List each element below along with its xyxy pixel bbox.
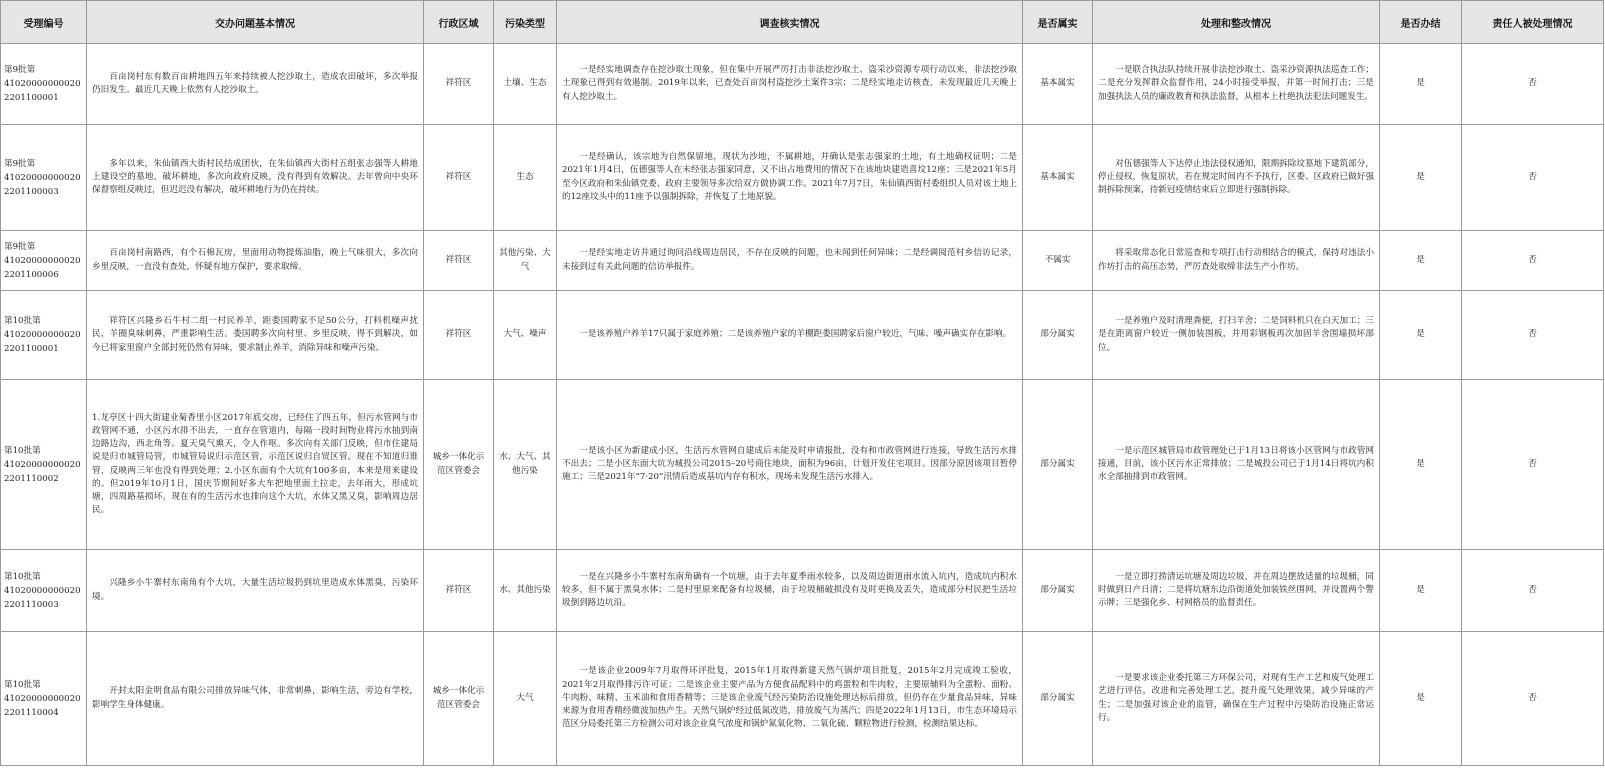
case-desc-cell <box>87 125 424 231</box>
case-id-cell <box>1 44 87 125</box>
case-batch: 第10批第 <box>4 445 41 456</box>
case-done: 是 <box>1380 550 1462 632</box>
header-done: 是否办结 <box>1380 1 1462 44</box>
case-desc-cell <box>87 231 424 291</box>
case-survey: 一是经确认，该宗地为自然保留地，现状为沙地，不属耕地，并确认是张志强家的土地，有土地确权证明；二是2021年1月4日，伍德强等人在未经张志强家同意，又不出占地费用的情况下在该地块建造喜坟12座；三是2021年5月至今区政府和朱仙镇党委、政府主要领导多次给双方做协调工作。2021年7月7日，朱仙镇西街村委组织人员对该土地上的12座坟头中的11座予以强制拆除，并恢复了土地原貌。 <box>562 152 1017 202</box>
case-true: 不属实 <box>1023 231 1093 291</box>
case-handle: 一是示范区城管局市政管理处已于1月13日将该小区管网与市政管网接通，目前，该小区污水正常排放；二是城投公司已于1月14日将坑内积水全部抽排到市政管网。 <box>1098 445 1374 483</box>
case-handle: 一是养殖户及时清理粪便，打扫羊舍；二是饲料机只在白天加工；三是在距离窗户较近一侧加装围板，并用彩钢板再次加固羊舍围墙损坏部位。 <box>1098 316 1374 353</box>
case-type: 水、其他污染 <box>494 550 557 632</box>
case-survey-cell <box>557 291 1023 380</box>
case-desc-cell <box>87 291 424 380</box>
case-id-cell <box>1 632 87 766</box>
case-handle: 将采取常态化日常巡查和专项打击行动相结合的模式，保持对违法小作坊打击的高压态势，严厉查处取缔非法生产小作坊。 <box>1098 248 1374 272</box>
case-desc: 百亩岗村南路西，有个石棉瓦房，里面用动物提炼油脂，晚上气味很大，多次向乡里反映，一直没有查处，怀疑有地方保护，要求取缔。 <box>92 248 418 272</box>
case-type: 大气 <box>494 632 557 766</box>
case-type: 大气、噪声 <box>494 291 557 380</box>
case-desc-cell <box>87 380 424 550</box>
case-desc: 祥符区兴隆乡石牛村二组一村民养羊，距娄国聘家不足50公分，打料机噪声扰民，羊圈臭味刺鼻，严重影响生活。娄国聘多次向村里、乡里反映，得不到解决，如今已将家里窗户全部封死仍然有异味，要求制止养羊，消除异味和噪声污染。 <box>92 316 418 353</box>
case-survey: 一是经实地调查存在挖沙取土现象，但在集中开展严厉打击非法挖沙取土、盗采沙资源专项行动以来，非法挖沙取土现象已得到有效遏制。2019年以来，已查处百亩岗村盗挖沙土案件3宗；二是经实地走访核查，未发现最近几天晚上有人挖沙取土。 <box>562 65 1017 102</box>
case-area: 城乡一体化示范区管委会 <box>424 380 494 550</box>
case-survey: 一是该企业2009年7月取得环评批复，2015年1月取得新建天然气锅炉项目批复，2015年2月完成竣工验收，2021年2月取得排污许可证；二是该企业主要产品为方便食品配料中的鸡蛋粒和牛肉粒，主要原辅料为全蛋粉、面粉、牛肉粉、味精、玉米油和食用香精等；三是该企业废气经污染防治设施处理达标后排放，但仍存在少量食品异味，异味来源为食用香精经微波加热产生。天然气锅炉经过低氮改造，排放废气为蒸汽；四是2022年1月13日，市生态环境局示范区分局委托第三方检测公司对该企业臭气浓度和锅炉氮氧化物、二氧化硫、颗粒物进行检测，检测结果达标。 <box>562 666 1017 730</box>
table-row <box>1 125 1604 231</box>
case-handle-cell <box>1093 231 1380 291</box>
case-area: 祥符区 <box>424 291 494 380</box>
case-code-1: 41020000000020 <box>4 255 81 266</box>
case-handle-cell <box>1093 291 1380 380</box>
case-desc: 百亩岗村东有数百亩耕地四五年来持续被人挖沙取土，造成农田破坏，多次举报仍旧发生。最近几天晚上依然有人挖沙取土。 <box>92 71 418 95</box>
case-resp: 否 <box>1462 44 1604 125</box>
case-batch: 第9批第 <box>4 241 36 252</box>
case-survey: 一是该小区为新建成小区，生活污水管网自建成后未能及时申请报批，没有和市政管网进行连接，导致生活污水排不出去；二是小区东面大坑为城投公司2015–20号商住地块，面积为96亩，计划开发住宅项目。因部分原因该项目暂停施工；三是2021年“7·20”汛情后造成基坑内存有积水，现场未发现生活污水排入。 <box>562 445 1017 483</box>
case-code-2: 2201100001 <box>4 93 59 103</box>
case-survey-cell <box>557 125 1023 231</box>
case-done: 是 <box>1380 125 1462 231</box>
case-code-2: 2201110002 <box>4 473 59 484</box>
case-resp: 否 <box>1462 125 1604 231</box>
case-done: 是 <box>1380 632 1462 766</box>
case-resp: 否 <box>1462 550 1604 632</box>
case-handle: 一是立即打捞清运坑塘及周边垃圾，并在周边摆放适量的垃圾桶，同时做到日产日清；二是将坑塘东边沿街道处加装铁丝围网，并设置两个警示牌；三是强化乡、村网格员的监督责任。 <box>1098 571 1374 609</box>
case-id-cell <box>1 550 87 632</box>
case-batch: 第9批第 <box>4 158 36 169</box>
table-row <box>1 291 1604 380</box>
table-row <box>1 44 1604 125</box>
header-type: 污染类型 <box>494 1 557 44</box>
header-desc: 交办问题基本情况 <box>87 1 424 44</box>
table-row <box>1 550 1604 632</box>
header-id: 受理编号 <box>1 1 87 44</box>
case-survey-cell <box>557 632 1023 766</box>
case-done: 是 <box>1380 44 1462 125</box>
case-code-2: 2201100006 <box>4 269 59 280</box>
case-id-cell <box>1 125 87 231</box>
case-batch: 第10批第 <box>4 679 41 690</box>
case-done: 是 <box>1380 380 1462 550</box>
case-resp: 否 <box>1462 231 1604 291</box>
case-code-2: 2201100003 <box>4 186 59 197</box>
case-true: 部分属实 <box>1023 550 1093 632</box>
case-type: 水、大气、其他污染 <box>494 380 557 550</box>
case-handle-cell <box>1093 44 1380 125</box>
case-code-1: 41020000000020 <box>4 172 81 183</box>
case-survey: 一是经实地走访并通过询问沿线周边居民，不存在反映的问题，也未闻到任何异味；二是经调阅范村乡信访记录，未接到过有关此问题的信访举报件。 <box>562 248 1017 272</box>
case-survey-cell <box>557 380 1023 550</box>
case-true: 基本属实 <box>1023 44 1093 125</box>
case-batch: 第10批第 <box>4 571 41 582</box>
case-id-cell <box>1 380 87 550</box>
case-true: 部分属实 <box>1023 291 1093 380</box>
case-resp: 否 <box>1462 632 1604 766</box>
case-desc-cell <box>87 44 424 125</box>
case-code-2: 2201100001 <box>4 344 59 354</box>
case-type: 土壤、生态 <box>494 44 557 125</box>
table-row <box>1 380 1604 550</box>
case-batch: 第9批第 <box>4 65 36 75</box>
case-survey-cell <box>557 550 1023 632</box>
header-true: 是否属实 <box>1023 1 1093 44</box>
case-code-2: 2201110004 <box>4 707 59 718</box>
case-handle-cell <box>1093 380 1380 550</box>
case-resp: 否 <box>1462 291 1604 380</box>
case-resp: 否 <box>1462 380 1604 550</box>
case-area: 祥符区 <box>424 125 494 231</box>
case-type: 其他污染、大气 <box>494 231 557 291</box>
case-true: 基本属实 <box>1023 125 1093 231</box>
table-row <box>1 632 1604 766</box>
case-handle: 对伍德强等人下达停止违法侵权通知，限期拆除坟墓地下建筑部分，停止侵权，恢复原状，若在规定时间内不予执行，区委、区政府已做好强制拆除预案，待新冠疫情结束后立即进行强制拆除。 <box>1098 158 1374 196</box>
table-header-row <box>1 1 1604 44</box>
case-desc-cell <box>87 632 424 766</box>
case-code-2: 2201110003 <box>4 599 59 610</box>
case-handle: 一是联合执法队持续开展非法挖沙取土、盗采沙资源执法巡查工作；二是充分发挥群众监督作用，24小时接受举报，并第一时间打击；三是加强执法人员的廉政教育和执法监督，从根本上杜绝执法犯法问题发生。 <box>1098 65 1374 102</box>
case-handle: 一是要求该企业委托第三方环保公司，对现有生产工艺和废气处理工艺进行评估，改进和完善处理工艺，提升废气处理效果，减少异味的产生；二是加强对该企业的监管，确保在生产过程中污染防治设施正常运行。 <box>1098 673 1374 723</box>
case-id-cell <box>1 231 87 291</box>
case-desc: 开封太阳金明食品有限公司排放异味气体，非常刺鼻，影响生活，旁边有学校，影响学生身体健康。 <box>92 686 418 710</box>
case-area: 祥符区 <box>424 550 494 632</box>
table-row <box>1 231 1604 291</box>
case-id-cell <box>1 291 87 380</box>
case-desc: 多年以来，朱仙镇西大街村民结成团伙，在朱仙镇西大街村五组张志强等人耕地上建设空的墓地，破坏耕地，多次向政府反映，没有得到有效解决。去年曾向中央环保督察组反映过，但迟迟没有解决，破坏耕地行为仍在持续。 <box>92 158 418 196</box>
case-handle-cell <box>1093 632 1380 766</box>
case-code-1: 41020000000020 <box>4 585 81 596</box>
case-code-1: 41020000000020 <box>4 330 81 340</box>
case-done: 是 <box>1380 291 1462 380</box>
case-desc-cell <box>87 550 424 632</box>
case-survey-cell <box>557 231 1023 291</box>
case-area: 祥符区 <box>424 231 494 291</box>
case-true: 部分属实 <box>1023 632 1093 766</box>
case-true: 部分属实 <box>1023 380 1093 550</box>
case-survey: 一是在兴隆乡小牛寨村东南角确有一个坑塘，由于去年夏季雨水较多，以及周边街道雨水流入坑内，造成坑内积水较多，但不属于黑臭水体；二是村里原来配备有垃圾桶，由于垃圾桶破损没有及时更换及丢失，造成部分村民把生活垃圾倒到路边坑沿。 <box>562 571 1017 609</box>
header-survey: 调查核实情况 <box>557 1 1023 44</box>
case-done: 是 <box>1380 231 1462 291</box>
header-handle: 处理和整改情况 <box>1093 1 1380 44</box>
case-type: 生态 <box>494 125 557 231</box>
case-code-1: 41020000000020 <box>4 459 81 470</box>
case-survey-cell <box>557 44 1023 125</box>
case-code-1: 41020000000020 <box>4 693 81 704</box>
case-survey: 一是该养殖户养羊17只属于家庭养殖；二是该养殖户家的羊棚距娄国聘家后窗户较近，气味、噪声确实存在影响。 <box>579 329 1012 340</box>
case-desc: 兴隆乡小牛寨村东南角有个大坑，大量生活垃圾扔到坑里造成水体黑臭，污染环境。 <box>92 578 418 602</box>
case-area: 祥符区 <box>424 44 494 125</box>
case-handle-cell <box>1093 550 1380 632</box>
header-resp: 责任人被处理情况 <box>1462 1 1604 44</box>
case-desc: 1.龙亭区十四大街建业菊香里小区2017年底交房，已经住了四五年，但污水管网与市政管网不通，小区污水排不出去，一直存在管道内，每隔一段时间物业将污水抽到南边路边沟，西北角等。夏天臭气熏天，令人作呕。多次向有关部门反映，但市住建局说是归市城管局管，市城管局说归示范区管，示范区说归自贸区管。现在不知道归谁管，反映两三年也没有得到处理；2.小区东面有个大坑有100多亩，本来是用来建设的。但2019年10月1日，国庆节期间好多大车把地里面土拉走，去年雨大，形成坑塘，四周路基损坏。现在有的生活污水也排向这个大坑，水体又黑又臭，影响周边居民。 <box>92 412 418 516</box>
case-handle-cell <box>1093 125 1380 231</box>
case-code-1: 41020000000020 <box>4 79 81 89</box>
case-area: 城乡一体化示范区管委会 <box>424 632 494 766</box>
case-batch: 第10批第 <box>4 316 41 326</box>
header-area: 行政区域 <box>424 1 494 44</box>
